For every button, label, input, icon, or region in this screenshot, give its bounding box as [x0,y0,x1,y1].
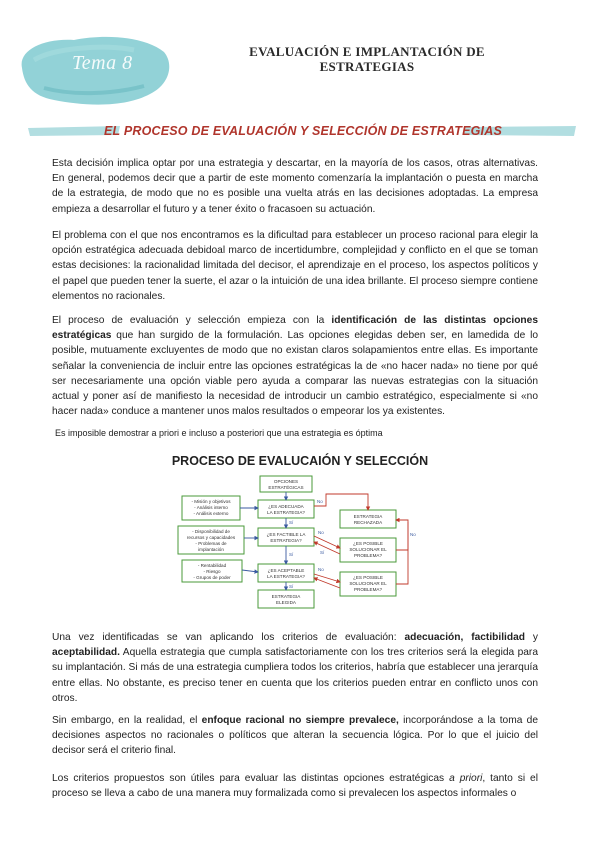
box-adecuada [258,500,314,518]
box-rechazada-text-2: RECHAZADA [353,520,383,525]
paragraph-1: Esta decisión implica optar por una estrategia y descartar, en la mayoría de los casos, otras alternativas. En general, podemos decir que a partir de este momento comenzaría la implantación o puesta en marcha de la estrategia, de modo que no es posible una vuelta atrás en las decisiones adoptadas. La empresa empieza a desarrollar el futuro y a tener éxito o fracasoen su actuación. [52,158,538,215]
label-si-3: Sí [289,584,294,589]
box-side-3-text-2: - Riesgo [203,569,221,574]
paragraph-4: Una vez identificadas se van aplicando los criterios de evaluación: adecuación, factibilidad y aceptabilidad. Aquella estrategia que cumpla satisfactoriamente con los tres criterios será la elegida para su implantación. Si más de una estrategia cumpliera todos los criterios, habría que establecer una jerarquía entre ellas. No obstante, es preciso tener en cuenta que los criterios pueden entrar en conflicto unos con otros. [52,632,538,704]
box-elegida-text-1: ESTRATEGIA [271,594,301,599]
box-adecuada-text-1: ¿ES ADECUADA [268,504,304,509]
box-rechazada-text-1: ESTRATEGIA [353,514,383,519]
label-si-4: Sí [320,550,325,555]
label-no-3: No [318,567,324,572]
box-solucionar-2-text-2: SOLUCIONAR EL [349,581,387,586]
box-elegida-text-2: ELEGIDA [276,600,296,605]
box-side-2-text-4: implantación [198,547,224,552]
paragraph-2: El problema con el que nos encontramos es la dificultad para establecer un proceso racional para elegir la opción estratégica adecuada debidoal marco de incertidumbre, complejidad y conflicto en el que se toman estas decisiones: la racionalidad limitada del decisor, el aprendizaje en el proceso, los aspectos políticos y el papel que pueden tener la suerte, el azar o la intuición de una idea brillante. El proceso siempre contiene elementos no racionales. [52,230,538,302]
box-aceptable-text-2: LA ESTRATEGIA? [267,574,305,579]
evaluation-flowchart [170,470,420,618]
box-adecuada-text-2: LA ESTRATEGIA? [267,510,305,515]
box-options-text-1: OPCIONES [273,479,299,484]
box-options-text-2: ESTRATÉGICAS [268,485,304,490]
box-factible [258,528,314,546]
box-side-1-text-3: - Análisis externo [193,511,229,516]
box-solucionar-2-text-1: ¿ES POSIBLE [353,575,383,580]
page-header-title: EVALUACIÓN E IMPLANTACIÓN DE ESTRATEGIAS [249,44,485,74]
box-rechazada [340,510,396,528]
box-side-2-text-1: - Disponibilidad de [192,529,230,534]
box-solucionar-1-text-1: ¿ES POSIBLE [353,541,383,546]
label-no-4: No [410,532,416,537]
box-solucionar-1-text-2: SOLUCIONAR EL [349,547,387,552]
box-factible-text-2: ESTRATEGIA? [270,538,302,543]
topic-label: Tema 8 [72,52,133,74]
paragraph-5: Sin embargo, en la realidad, el enfoque racional no siempre prevalece, incorporándose a la toma de decisiones aspectos no racionales o políticos que alteran la secuencia lógica. Por lo que el juicio del decisor será el criterio final. [52,715,538,757]
label-no-2: No [318,530,324,535]
box-side-3-text-1: - Rentabilidad [197,563,227,568]
paragraph-6: Los criterios propuestos son útiles para evaluar las distintas opciones estratégicas a priori, tanto si el proceso se lleva a cabo de una manera muy formalizada como si prevalecen los aspectos informales o [52,773,538,800]
box-side-2-text-2: recursos y capacidades [186,535,236,540]
box-solucionar-1-text-3: PROBLEMA? [353,553,383,558]
figure-title: PROCESO DE EVALUCAIÓN Y SELECCIÓN [171,454,429,468]
box-side-2-text-3: - Problemas de [195,541,227,546]
box-elegida [258,590,314,608]
label-no-1: No [317,499,323,504]
box-side-3-text-3: - Grupos de poder [193,575,231,580]
box-side-1-text-1: - Misión y objetivos [191,499,231,504]
box-side-1-text-2: - Análisis interno [194,505,228,510]
label-si-2: Sí [289,552,294,557]
box-factible-text-1: ¿ES FACTIBLE LA [266,532,306,537]
box-aceptable-text-1: ¿ES ACEPTABLE [267,568,305,573]
note-line: Es imposible demostrar a priori e incluso a posteriori que una estrategia es óptima [55,428,383,438]
label-si-1: Sí [289,520,294,525]
section-title: EL PROCESO DE EVALUACIÓN Y SELECCIÓN DE ESTRATEGIAS [104,124,502,138]
box-aceptable [258,564,314,582]
box-solucionar-2-text-3: PROBLEMA? [353,587,383,592]
paragraph-3: El proceso de evaluación y selección empieza con la identificación de las distintas opciones estratégicas que han surgido de la formulación. Las opciones elegidas deben ser, en lamedida de lo posible, mutuamente excluyentes de modo que no existan claros solapamientos entre ellas. Es importante señalar la conveniencia de incluir entre las opciones estratégicas la de «no hacer nada» no tiene por qué ser necesariamente una opción viable pero ayuda a comparar las nuevas estrategias con la situación actual y poner así de manifiesto la necesidad de introducir un cambio estratégico, especialmente si «no hacer nada» conduce a mantener unos malos resultados o empeorar los ya existentes. [52,315,538,418]
